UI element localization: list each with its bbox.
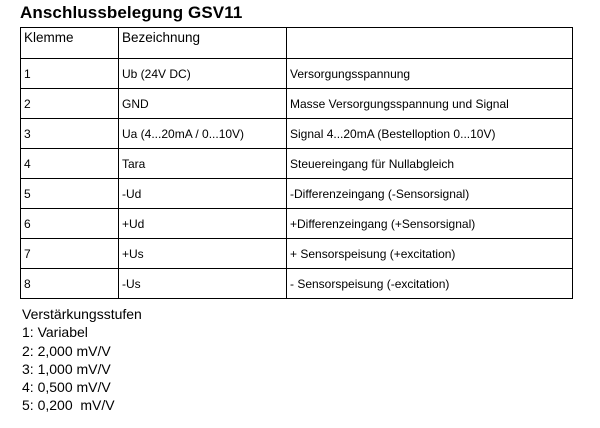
header-bezeichnung: Bezeichnung	[119, 28, 287, 59]
gain-stages-section	[22, 305, 142, 415]
cell-description: Steuereingang für Nullabgleich	[287, 149, 573, 179]
cell-terminal: 7	[21, 239, 119, 269]
cell-terminal: 8	[21, 269, 119, 299]
cell-description: Versorgungsspannung	[287, 59, 573, 89]
header-description	[287, 28, 573, 59]
cell-designation: -Ud	[119, 179, 287, 209]
header-klemme: Klemme	[21, 28, 119, 59]
gain-stage-item: 1: Variabel	[22, 324, 88, 341]
table-row	[21, 209, 573, 239]
cell-terminal: 6	[21, 209, 119, 239]
table-row	[21, 59, 573, 89]
gain-stage-item: 3: 1,000 mV/V	[22, 360, 111, 377]
cell-terminal: 3	[21, 119, 119, 149]
table-row	[21, 119, 573, 149]
table-row	[21, 179, 573, 209]
gain-stage-item: 4: 0,500 mV/V	[22, 379, 111, 396]
cell-designation: Ub (24V DC)	[119, 59, 287, 89]
cell-description: -Differenzeingang (-Sensorsignal)	[287, 179, 573, 209]
pin-assignment-table	[20, 27, 573, 299]
table-row	[21, 149, 573, 179]
gain-stage-item: 2: 2,000 mV/V	[22, 342, 111, 359]
cell-description: Signal 4...20mA (Bestelloption 0...10V)	[287, 119, 573, 149]
gain-stages-heading: Verstärkungsstufen	[22, 306, 142, 322]
gain-stage-item: 5: 0,200 mV/V	[22, 397, 115, 414]
cell-designation: +Ud	[119, 209, 287, 239]
cell-description: + Sensorspeisung (+excitation)	[287, 239, 573, 269]
cell-designation: -Us	[119, 269, 287, 299]
cell-designation: +Us	[119, 239, 287, 269]
cell-terminal: 1	[21, 59, 119, 89]
table-row	[21, 89, 573, 119]
cell-description: - Sensorspeisung (-excitation)	[287, 269, 573, 299]
cell-description: Masse Versorgungsspannung und Signal	[287, 89, 573, 119]
cell-terminal: 2	[21, 89, 119, 119]
cell-designation: Tara	[119, 149, 287, 179]
cell-designation: GND	[119, 89, 287, 119]
page-title: Anschlussbelegung GSV11	[20, 3, 243, 22]
cell-description: +Differenzeingang (+Sensorsignal)	[287, 209, 573, 239]
table-row	[21, 239, 573, 269]
table-header-row	[21, 28, 573, 59]
cell-designation: Ua (4...20mA / 0...10V)	[119, 119, 287, 149]
cell-terminal: 5	[21, 179, 119, 209]
table-row	[21, 269, 573, 299]
cell-terminal: 4	[21, 149, 119, 179]
